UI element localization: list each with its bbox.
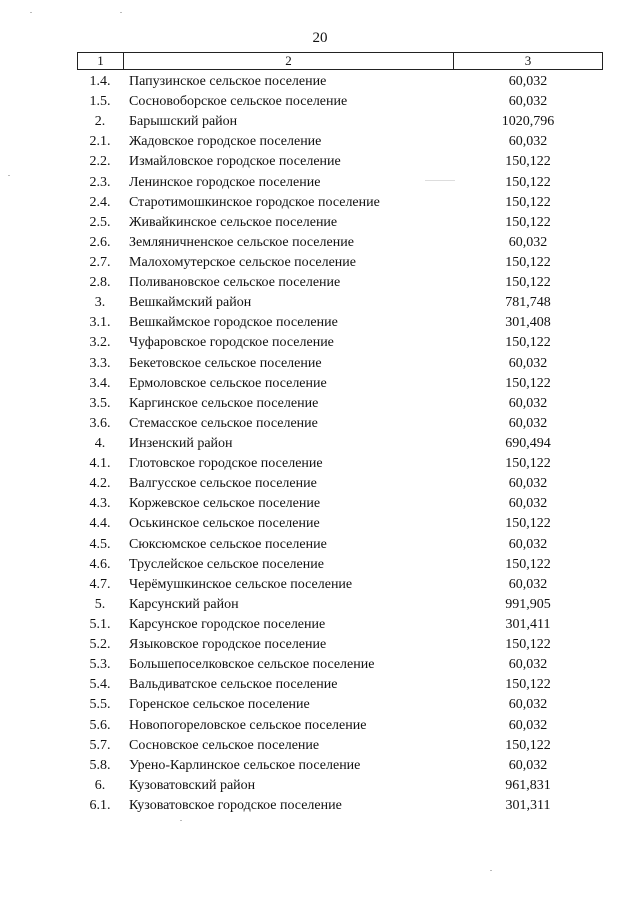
row-number: 5.2.: [89, 637, 111, 653]
scan-speck: [180, 820, 182, 821]
row-number: 6.1.: [89, 797, 111, 813]
row-value: 150,122: [505, 194, 551, 210]
row-number: 2.6.: [89, 234, 111, 250]
scan-speck: [120, 12, 122, 13]
table-row: [77, 736, 603, 756]
row-value: 150,122: [505, 174, 551, 190]
row-number: 2.5.: [89, 214, 111, 230]
row-value: 301,408: [505, 315, 551, 331]
row-value: 690,494: [505, 436, 551, 452]
row-number: 5.4.: [89, 677, 111, 693]
row-name: Старотимошкинское городское поселение: [129, 194, 380, 210]
row-name: Горенское сельское поселение: [129, 697, 310, 713]
row-name: Черёмушкинское сельское поселение: [129, 576, 353, 592]
row-value: 781,748: [505, 295, 551, 311]
row-name: Сюксюмское сельское поселение: [129, 536, 327, 552]
row-name: Каргинское сельское поселение: [129, 395, 319, 411]
table-row: [77, 494, 603, 514]
row-number: 2.3.: [89, 174, 111, 190]
row-number: 2.7.: [89, 255, 111, 271]
row-number: 5.8.: [89, 757, 111, 773]
row-number: 3.1.: [89, 315, 111, 331]
row-number: 1.4.: [89, 74, 111, 90]
table-row: [77, 454, 603, 474]
row-name: Ленинское городское поселение: [129, 174, 321, 190]
table-row: [77, 535, 603, 555]
row-number: 5.: [94, 596, 106, 612]
row-number: 5.3.: [89, 657, 111, 673]
table-row: [77, 756, 603, 776]
row-value: 150,122: [505, 677, 551, 693]
row-name: Сосновское сельское поселение: [129, 737, 320, 753]
table-row: [77, 776, 603, 796]
page-number: 20: [312, 30, 328, 46]
row-value: 60,032: [508, 536, 548, 552]
table-row: [77, 514, 603, 534]
row-number: 3.2.: [89, 335, 111, 351]
row-number: 2.1.: [89, 134, 111, 150]
row-value: 60,032: [508, 94, 548, 110]
row-value: 150,122: [505, 637, 551, 653]
table-row: [77, 394, 603, 414]
table-body: [77, 72, 603, 816]
row-value: 60,032: [508, 476, 548, 492]
row-number: 4.: [94, 436, 106, 452]
row-number: 1.5.: [89, 94, 111, 110]
table-row: [77, 112, 603, 132]
table-row: [77, 675, 603, 695]
table-row: [77, 555, 603, 575]
row-name: Кузоватовское городское поселение: [129, 797, 342, 813]
row-value: 60,032: [508, 234, 548, 250]
row-number: 4.5.: [89, 536, 111, 552]
table-header: [77, 52, 603, 70]
row-value: 60,032: [508, 697, 548, 713]
header-col-3: 3: [524, 53, 532, 68]
scan-speck: [8, 175, 10, 176]
table-row: [77, 92, 603, 112]
row-name: Бекетовское сельское поселение: [129, 355, 322, 371]
scan-speck: [425, 180, 455, 181]
row-name: Малохомутерское сельское поселение: [129, 255, 357, 271]
header-col-2: 2: [124, 53, 454, 69]
row-name: Живайкинское сельское поселение: [129, 214, 338, 230]
row-name: Жадовское городское поселение: [129, 134, 322, 150]
row-name: Земляничненское сельское поселение: [129, 234, 354, 250]
row-number: 4.2.: [89, 476, 111, 492]
row-number: 2.: [94, 114, 106, 130]
row-value: 150,122: [505, 154, 551, 170]
row-name: Новопогореловское сельское поселение: [129, 717, 367, 733]
row-name: Коржевское сельское поселение: [129, 496, 321, 512]
table-row: [77, 434, 603, 454]
row-number: 5.5.: [89, 697, 111, 713]
row-value: 150,122: [505, 214, 551, 230]
table-row: [77, 152, 603, 172]
table-row: [77, 474, 603, 494]
table-row: [77, 213, 603, 233]
row-value: 301,311: [505, 797, 551, 813]
row-value: 60,032: [508, 496, 548, 512]
table-row: [77, 414, 603, 434]
row-value: 150,122: [505, 456, 551, 472]
scan-speck: [490, 870, 492, 871]
row-value: 961,831: [505, 777, 551, 793]
table-row: [77, 796, 603, 816]
row-number: 3.5.: [89, 395, 111, 411]
table-row: [77, 173, 603, 193]
row-value: 991,905: [505, 596, 551, 612]
row-value: 150,122: [505, 335, 551, 351]
scan-speck: [30, 12, 32, 13]
table-row: [77, 313, 603, 333]
row-value: 60,032: [508, 576, 548, 592]
table-row: [77, 374, 603, 394]
table-row: [77, 233, 603, 253]
row-number: 2.8.: [89, 275, 111, 291]
row-number: 4.3.: [89, 496, 111, 512]
row-value: 60,032: [508, 355, 548, 371]
row-name: Кузоватовский район: [129, 777, 256, 793]
row-number: 2.2.: [89, 154, 111, 170]
table-row: [77, 615, 603, 635]
row-value: 60,032: [508, 657, 548, 673]
table-row: [77, 655, 603, 675]
row-name: Вальдиватское сельское поселение: [129, 677, 338, 693]
row-number: 4.6.: [89, 556, 111, 572]
row-name: Поливановское сельское поселение: [129, 275, 341, 291]
row-value: 150,122: [505, 255, 551, 271]
row-value: 60,032: [508, 74, 548, 90]
row-name: Глотовское городское поселение: [129, 456, 323, 472]
table-row: [77, 695, 603, 715]
table-row: [77, 293, 603, 313]
row-name: Урено-Карлинское сельское поселение: [129, 757, 361, 773]
row-value: 150,122: [505, 275, 551, 291]
header-col-1: 1: [78, 53, 124, 69]
row-number: 4.1.: [89, 456, 111, 472]
row-name: Сосновоборское сельское поселение: [129, 94, 348, 110]
row-value: 60,032: [508, 757, 548, 773]
row-value: 60,032: [508, 717, 548, 733]
row-name: Измайловское городское поселение: [129, 154, 341, 170]
row-name: Вешкаймский район: [129, 295, 252, 311]
row-number: 3.: [94, 295, 106, 311]
row-value: 1020,796: [501, 114, 555, 130]
row-name: Карсунское городское поселение: [129, 617, 326, 632]
row-number: 5.6.: [89, 717, 111, 733]
row-name: Папузинское сельское поселение: [129, 74, 327, 90]
row-value: 150,122: [505, 556, 551, 572]
row-name: Вешкаймское городское поселение: [129, 315, 338, 331]
row-number: 4.7.: [89, 576, 111, 592]
row-name: Большепоселковское сельское поселение: [129, 657, 375, 673]
row-value: 150,122: [505, 516, 551, 532]
row-name: Стемасское сельское поселение: [129, 415, 318, 431]
row-name: Ермоловское сельское поселение: [129, 375, 327, 391]
row-name: Инзенский район: [129, 436, 233, 452]
row-name: Карсунский район: [129, 596, 239, 612]
table-row: [77, 253, 603, 273]
row-number: 4.4.: [89, 516, 111, 532]
row-value: 150,122: [505, 375, 551, 391]
row-number: 3.4.: [89, 375, 111, 391]
row-name: Языковское городское поселение: [129, 637, 327, 653]
row-name: Валгусское сельское поселение: [129, 476, 317, 492]
row-number: 2.4.: [89, 194, 111, 210]
table-row: [77, 595, 603, 615]
table-row: [77, 132, 603, 152]
row-name: Оськинское сельское поселение: [129, 516, 320, 532]
table-row: [77, 273, 603, 293]
row-number: 5.1.: [89, 617, 111, 632]
row-value: 150,122: [505, 737, 551, 753]
row-value: 60,032: [508, 395, 548, 411]
row-number: 3.6.: [89, 415, 111, 431]
table-row: [77, 72, 603, 92]
row-value: 60,032: [508, 415, 548, 431]
table-row: [77, 716, 603, 736]
row-number: 6.: [94, 777, 106, 793]
table-row: [77, 635, 603, 655]
row-name: Барышский район: [129, 114, 238, 130]
row-name: Труслейское сельское поселение: [129, 556, 324, 572]
row-name: Чуфаровское городское поселение: [129, 335, 334, 351]
table-row: [77, 333, 603, 353]
row-value: 60,032: [508, 134, 548, 150]
row-number: 3.3.: [89, 355, 111, 371]
row-number: 5.7.: [89, 737, 111, 753]
table-row: [77, 354, 603, 374]
table-row: [77, 575, 603, 595]
table-row: [77, 193, 603, 213]
row-value: 301,411: [505, 617, 551, 632]
